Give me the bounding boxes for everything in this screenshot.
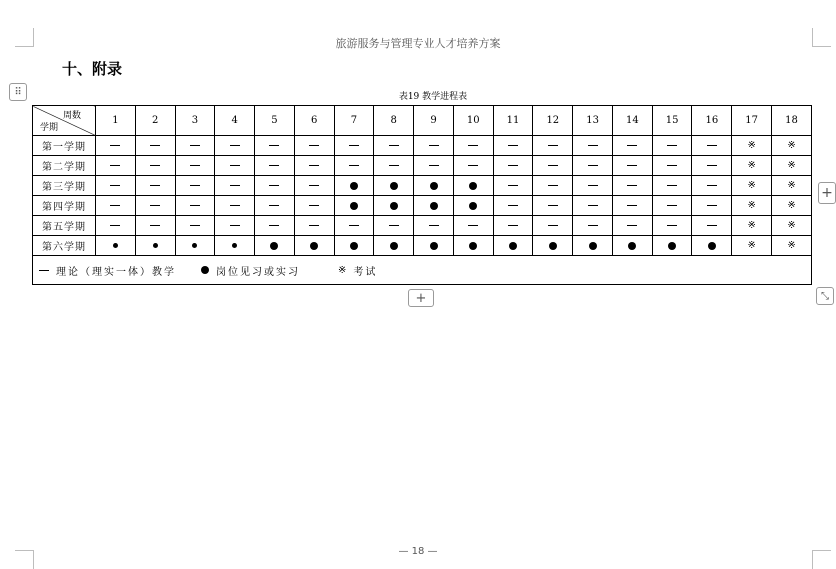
practice-mark-small	[113, 243, 118, 248]
schedule-cell	[612, 156, 652, 176]
theory-mark	[627, 205, 637, 206]
schedule-cell	[414, 176, 454, 196]
practice-mark	[469, 202, 477, 210]
week-header: 8	[374, 106, 414, 136]
schedule-cell	[374, 176, 414, 196]
practice-mark	[390, 202, 398, 210]
theory-mark	[230, 205, 240, 206]
corner-label-weeks: 周数	[62, 111, 81, 121]
schedule-cell	[652, 136, 692, 156]
schedule-cell	[374, 156, 414, 176]
practice-mark	[628, 242, 636, 250]
schedule-cell	[374, 236, 414, 256]
legend-item	[338, 263, 377, 278]
theory-mark	[349, 165, 359, 166]
schedule-cell	[732, 156, 772, 176]
schedule-cell	[652, 176, 692, 196]
table-drag-handle-icon[interactable]: ⠿	[9, 83, 27, 101]
theory-mark	[588, 185, 598, 186]
schedule-cell	[533, 156, 573, 176]
theory-mark	[707, 185, 717, 186]
schedule-cell	[573, 196, 613, 216]
schedule-cell	[493, 216, 533, 236]
week-header: 9	[414, 106, 454, 136]
schedule-cell	[493, 136, 533, 156]
schedule-cell	[573, 156, 613, 176]
practice-mark-small	[192, 243, 197, 248]
schedule-cell	[772, 156, 812, 176]
legend-practice-symbol	[201, 265, 209, 276]
theory-mark	[309, 205, 319, 206]
theory-mark	[269, 165, 279, 166]
theory-mark	[230, 165, 240, 166]
schedule-cell	[215, 156, 255, 176]
theory-mark	[508, 165, 518, 166]
theory-mark	[429, 165, 439, 166]
schedule-cell	[652, 236, 692, 256]
schedule-cell	[294, 236, 334, 256]
semester-label: 第二学期	[33, 156, 96, 176]
practice-mark	[270, 242, 278, 250]
theory-mark	[230, 145, 240, 146]
theory-mark	[110, 185, 120, 186]
schedule-cell	[294, 176, 334, 196]
theory-mark	[389, 225, 399, 226]
exam-mark: ※	[787, 240, 796, 251]
week-header: 14	[612, 106, 652, 136]
theory-mark	[548, 185, 558, 186]
semester-label: 第三学期	[33, 176, 96, 196]
week-header: 16	[692, 106, 732, 136]
schedule-cell	[692, 136, 732, 156]
schedule-cell	[453, 196, 493, 216]
theory-mark	[468, 225, 478, 226]
schedule-cell	[334, 196, 374, 216]
practice-mark	[430, 202, 438, 210]
schedule-cell	[692, 196, 732, 216]
theory-mark	[707, 205, 717, 206]
theory-mark	[389, 145, 399, 146]
schedule-cell	[493, 236, 533, 256]
theory-mark	[508, 185, 518, 186]
practice-mark	[430, 182, 438, 190]
schedule-cell	[652, 216, 692, 236]
theory-mark	[627, 225, 637, 226]
theory-mark	[110, 225, 120, 226]
theory-mark	[707, 165, 717, 166]
semester-label: 第五学期	[33, 216, 96, 236]
week-header: 1	[96, 106, 136, 136]
theory-mark	[150, 185, 160, 186]
practice-mark	[350, 242, 358, 250]
practice-mark	[350, 182, 358, 190]
theory-mark	[269, 225, 279, 226]
practice-mark	[390, 242, 398, 250]
theory-mark	[667, 165, 677, 166]
schedule-cell	[96, 236, 136, 256]
schedule-cell	[732, 176, 772, 196]
theory-mark	[269, 185, 279, 186]
theory-mark	[269, 205, 279, 206]
exam-mark: ※	[747, 140, 756, 151]
schedule-cell	[612, 136, 652, 156]
schedule-cell	[135, 176, 175, 196]
theory-mark	[150, 225, 160, 226]
schedule-cell	[573, 236, 613, 256]
table-resize-handle-icon[interactable]: ⤡	[816, 287, 834, 305]
legend-item	[201, 263, 338, 278]
theory-mark	[309, 225, 319, 226]
theory-mark	[667, 185, 677, 186]
theory-mark	[468, 145, 478, 146]
week-header: 13	[573, 106, 613, 136]
schedule-cell	[215, 176, 255, 196]
schedule-cell	[215, 196, 255, 216]
theory-mark	[548, 225, 558, 226]
week-header: 18	[772, 106, 812, 136]
theory-mark	[309, 145, 319, 146]
schedule-cell	[612, 176, 652, 196]
schedule-cell	[175, 236, 215, 256]
schedule-cell	[732, 136, 772, 156]
schedule-cell	[255, 176, 295, 196]
week-header: 7	[334, 106, 374, 136]
schedule-cell	[334, 156, 374, 176]
schedule-cell	[255, 236, 295, 256]
schedule-cell	[573, 176, 613, 196]
theory-mark	[309, 185, 319, 186]
exam-mark: ※	[747, 160, 756, 171]
teaching-schedule-table	[32, 105, 812, 285]
exam-mark: ※	[787, 180, 796, 191]
theory-mark	[269, 145, 279, 146]
schedule-cell	[612, 236, 652, 256]
schedule-cell	[255, 196, 295, 216]
schedule-cell	[294, 136, 334, 156]
schedule-cell	[493, 176, 533, 196]
schedule-cell	[374, 136, 414, 156]
theory-mark	[190, 205, 200, 206]
schedule-cell	[573, 136, 613, 156]
practice-mark	[469, 242, 477, 250]
schedule-cell	[96, 176, 136, 196]
section-heading: 十、附录	[62, 60, 123, 78]
add-column-button[interactable]: +	[818, 182, 836, 204]
page-header-title: 旅游服务与管理专业人才培养方案	[335, 37, 501, 50]
legend-text: 岗位见习或实习	[216, 266, 300, 278]
practice-mark-small	[232, 243, 237, 248]
practice-mark	[708, 242, 716, 250]
theory-mark	[627, 165, 637, 166]
schedule-cell	[453, 176, 493, 196]
schedule-cell	[334, 136, 374, 156]
add-row-button[interactable]: +	[408, 289, 434, 307]
practice-mark	[469, 182, 477, 190]
exam-mark: ※	[787, 160, 796, 171]
week-header: 5	[255, 106, 295, 136]
schedule-cell	[255, 156, 295, 176]
theory-mark	[667, 225, 677, 226]
table-legend	[33, 256, 812, 285]
week-header: 6	[294, 106, 334, 136]
exam-mark: ※	[747, 220, 756, 231]
theory-mark	[110, 165, 120, 166]
theory-mark	[588, 145, 598, 146]
schedule-cell	[175, 196, 215, 216]
exam-mark: ※	[747, 240, 756, 251]
theory-mark	[110, 205, 120, 206]
schedule-cell	[612, 196, 652, 216]
theory-mark	[389, 165, 399, 166]
schedule-cell	[414, 156, 454, 176]
week-header: 12	[533, 106, 573, 136]
schedule-cell	[334, 236, 374, 256]
corner-label-semester: 学期	[40, 123, 59, 133]
schedule-cell	[652, 196, 692, 216]
table-row	[33, 176, 812, 196]
schedule-cell	[533, 196, 573, 216]
schedule-cell	[772, 176, 812, 196]
theory-mark	[627, 185, 637, 186]
schedule-cell	[215, 216, 255, 236]
table-row	[33, 216, 812, 236]
schedule-cell	[334, 176, 374, 196]
schedule-cell	[135, 136, 175, 156]
semester-label: 第一学期	[33, 136, 96, 156]
legend-exam-symbol: ※	[338, 264, 347, 276]
table-row	[33, 196, 812, 216]
practice-mark	[668, 242, 676, 250]
theory-mark	[548, 165, 558, 166]
schedule-cell	[135, 156, 175, 176]
semester-label: 第四学期	[33, 196, 96, 216]
theory-mark	[667, 145, 677, 146]
schedule-cell	[453, 136, 493, 156]
schedule-cell	[533, 216, 573, 236]
schedule-cell	[255, 216, 295, 236]
theory-mark	[190, 225, 200, 226]
theory-mark	[588, 225, 598, 226]
week-header: 4	[215, 106, 255, 136]
schedule-cell	[135, 196, 175, 216]
schedule-cell	[453, 236, 493, 256]
legend-text: 理论（理实一体）教学	[56, 266, 176, 278]
theory-mark	[548, 205, 558, 206]
exam-mark: ※	[787, 200, 796, 211]
exam-mark: ※	[787, 220, 796, 231]
schedule-cell	[175, 156, 215, 176]
practice-mark	[310, 242, 318, 250]
theory-mark	[349, 145, 359, 146]
theory-mark	[349, 225, 359, 226]
schedule-cell	[215, 236, 255, 256]
schedule-cell	[772, 136, 812, 156]
theory-mark	[309, 165, 319, 166]
schedule-cell	[453, 156, 493, 176]
schedule-cell	[135, 216, 175, 236]
theory-mark	[508, 225, 518, 226]
theory-mark	[468, 165, 478, 166]
theory-mark	[707, 145, 717, 146]
legend-item	[39, 263, 201, 278]
schedule-cell	[414, 136, 454, 156]
practice-mark	[390, 182, 398, 190]
theory-mark	[707, 225, 717, 226]
schedule-cell	[732, 216, 772, 236]
schedule-cell	[573, 216, 613, 236]
theory-mark	[110, 145, 120, 146]
theory-mark	[429, 225, 439, 226]
schedule-cell	[215, 136, 255, 156]
schedule-cell	[612, 216, 652, 236]
schedule-cell	[175, 136, 215, 156]
theory-mark	[150, 145, 160, 146]
schedule-cell	[493, 196, 533, 216]
table-row	[33, 236, 812, 256]
schedule-cell	[374, 196, 414, 216]
theory-mark	[429, 145, 439, 146]
theory-mark	[588, 205, 598, 206]
schedule-cell	[255, 136, 295, 156]
schedule-cell	[374, 216, 414, 236]
schedule-cell	[772, 216, 812, 236]
schedule-cell	[692, 216, 732, 236]
schedule-cell	[135, 236, 175, 256]
practice-mark	[350, 202, 358, 210]
table-row	[33, 156, 812, 176]
theory-mark	[627, 145, 637, 146]
schedule-cell	[732, 236, 772, 256]
theory-mark	[588, 165, 598, 166]
theory-mark	[508, 205, 518, 206]
practice-mark	[509, 242, 517, 250]
schedule-cell	[334, 216, 374, 236]
exam-mark: ※	[787, 140, 796, 151]
schedule-cell	[772, 196, 812, 216]
theory-mark	[230, 225, 240, 226]
schedule-cell	[692, 176, 732, 196]
schedule-cell	[96, 216, 136, 236]
theory-mark	[230, 185, 240, 186]
theory-mark	[150, 165, 160, 166]
schedule-cell	[493, 156, 533, 176]
practice-mark	[589, 242, 597, 250]
practice-mark-small	[153, 243, 158, 248]
schedule-cell	[414, 196, 454, 216]
schedule-cell	[533, 136, 573, 156]
theory-mark	[548, 145, 558, 146]
table-row	[33, 136, 812, 156]
schedule-cell	[692, 156, 732, 176]
week-header: 2	[135, 106, 175, 136]
practice-mark	[549, 242, 557, 250]
theory-mark	[667, 205, 677, 206]
theory-mark	[190, 185, 200, 186]
schedule-cell	[175, 216, 215, 236]
schedule-cell	[96, 156, 136, 176]
schedule-cell	[294, 216, 334, 236]
legend-theory-symbol	[39, 265, 49, 276]
week-header: 10	[453, 106, 493, 136]
week-header: 3	[175, 106, 215, 136]
exam-mark: ※	[747, 180, 756, 191]
table-caption: 表19 教学进程表	[398, 92, 468, 102]
schedule-cell	[533, 236, 573, 256]
schedule-cell	[294, 196, 334, 216]
schedule-cell	[732, 196, 772, 216]
week-header: 17	[732, 106, 772, 136]
schedule-cell	[96, 196, 136, 216]
schedule-cell	[294, 156, 334, 176]
exam-mark: ※	[747, 200, 756, 211]
schedule-cell	[652, 156, 692, 176]
practice-mark	[430, 242, 438, 250]
theory-mark	[508, 145, 518, 146]
schedule-cell	[453, 216, 493, 236]
schedule-cell	[414, 236, 454, 256]
semester-label: 第六学期	[33, 236, 96, 256]
week-header: 11	[493, 106, 533, 136]
schedule-cell	[175, 176, 215, 196]
schedule-cell	[96, 136, 136, 156]
theory-mark	[190, 145, 200, 146]
theory-mark	[150, 205, 160, 206]
schedule-cell	[414, 216, 454, 236]
week-header: 15	[652, 106, 692, 136]
schedule-cell	[772, 236, 812, 256]
schedule-cell	[533, 176, 573, 196]
legend-text: 考试	[353, 266, 378, 278]
theory-mark	[190, 165, 200, 166]
page-number: — 18 —	[398, 546, 438, 557]
table-corner-cell	[33, 106, 96, 136]
schedule-cell	[692, 236, 732, 256]
